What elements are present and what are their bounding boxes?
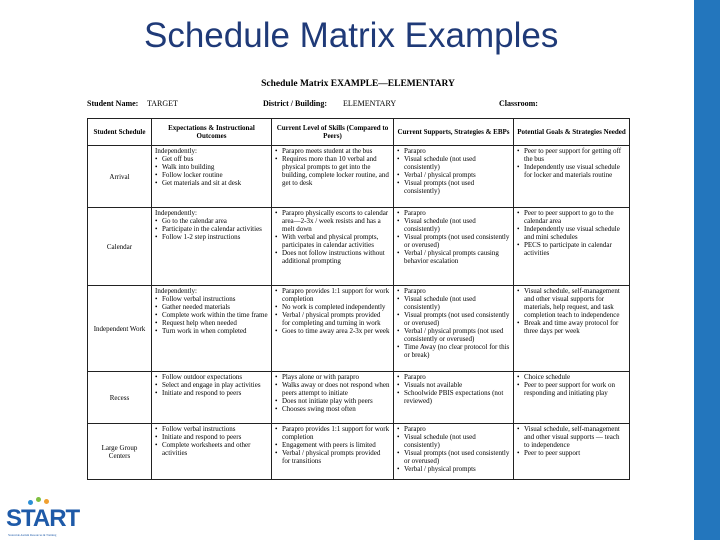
- list-item: • Parapro provides 1:1 support for work completion: [282, 287, 390, 303]
- list-item: • Follow locker routine: [162, 171, 268, 179]
- list-item: • Independently use visual schedule for locker and materials routine: [524, 163, 626, 179]
- list-item: • Verbal / physical prompts (not used consistently or overused): [404, 327, 510, 343]
- column-header: Expectations & Instructional Outcomes: [152, 119, 272, 146]
- column-header: Potential Goals & Strategies Needed: [514, 119, 630, 146]
- list-item: • With verbal and physical prompts, participates in calendar activities: [282, 233, 390, 249]
- list-item: • Parapro: [404, 209, 510, 217]
- list-item: • Chooses swing most often: [282, 405, 390, 413]
- start-logo: [6, 497, 80, 537]
- expectations-cell: [152, 424, 272, 480]
- list-item: • No work is completed independently: [282, 303, 390, 311]
- list-item: • PECS to participate in calendar activities: [524, 241, 626, 257]
- table-row: [88, 424, 630, 480]
- list-item: • Parapro meets student at the bus: [282, 147, 390, 155]
- slide-title: Schedule Matrix Examples: [144, 16, 559, 55]
- list-item: • Select and engage in play activities: [162, 381, 268, 389]
- list-item: • Does not follow instructions without additional prompting: [282, 249, 390, 265]
- expectations-cell: [152, 208, 272, 286]
- expectations-cell: [152, 286, 272, 372]
- supports-cell: [394, 424, 514, 480]
- list-item: • Break and time away protocol for three days per week: [524, 319, 626, 335]
- list-item: • Visual prompts (not used consistently or overused): [404, 311, 510, 327]
- list-item: • Verbal / physical prompts: [404, 465, 510, 473]
- list-item: • Peer to peer support for getting off the bus: [524, 147, 626, 163]
- list-item: • Visual schedule, self-management and other visual supports for materials, help request, and task completion teach to independence: [524, 287, 626, 319]
- supports-cell: [394, 146, 514, 208]
- schedule-cell: Calendar: [88, 208, 152, 286]
- list-item: • Gather needed materials: [162, 303, 268, 311]
- logo-text: START: [6, 505, 80, 532]
- list-item: • Get materials and sit at desk: [162, 179, 268, 187]
- skills-cell: [272, 424, 394, 480]
- logo-dot-orange: [44, 499, 49, 504]
- list-item: • Request help when needed: [162, 319, 268, 327]
- list-item: • Visual schedule (not used consistently): [404, 433, 510, 449]
- list-item: • Complete work within the time frame: [162, 311, 268, 319]
- list-item: • Parapro: [404, 373, 510, 381]
- list-item: • Walks away or does not respond when peers attempt to initiate: [282, 381, 390, 397]
- logo-dot-green: [36, 497, 41, 502]
- list-item: • Initiate and respond to peers: [162, 389, 268, 397]
- list-item: • Visual prompts (not used consistently or overused): [404, 449, 510, 465]
- skills-cell: [272, 372, 394, 424]
- list-item: • Follow 1-2 step instructions: [162, 233, 268, 241]
- schedule-cell: Independent Work: [88, 286, 152, 372]
- list-item: • Visual schedule (not used consistently): [404, 295, 510, 311]
- skills-cell: [272, 208, 394, 286]
- list-item: • Requires more than 10 verbal and physical prompts to get into the building, complete locker routine, and get to desk: [282, 155, 390, 187]
- table-row: [88, 208, 630, 286]
- list-item: • Peer to peer support: [524, 449, 626, 457]
- goals-cell: [514, 208, 630, 286]
- list-item: • Visual schedule (not used consistently): [404, 155, 510, 171]
- list-item: • Follow outdoor expectations: [162, 373, 268, 381]
- list-item: • Complete worksheets and other activities: [162, 441, 268, 457]
- schedule-matrix-table: [87, 118, 630, 480]
- goals-cell: [514, 424, 630, 480]
- supports-cell: [394, 372, 514, 424]
- list-item: • Visual prompts (not used consistently): [404, 179, 510, 195]
- schedule-cell: Recess: [88, 372, 152, 424]
- list-item: • Parapro: [404, 425, 510, 433]
- expectations-lead: Independently:: [155, 209, 197, 217]
- classroom-label: Classroom:: [499, 99, 538, 108]
- column-header: Student Schedule: [88, 119, 152, 146]
- list-item: • Peer to peer support for work on responding and initiating play: [524, 381, 626, 397]
- list-item: • Get off bus: [162, 155, 268, 163]
- goals-cell: [514, 372, 630, 424]
- list-item: • Engagement with peers is limited: [282, 441, 390, 449]
- side-accent-bar: [694, 0, 720, 540]
- list-item: • Parapro: [404, 147, 510, 155]
- district-label: District / Building:: [263, 99, 328, 108]
- list-item: • Parapro physically escorts to calendar area—2-3x / week resists and has a melt down: [282, 209, 390, 233]
- student-name-value: TARGET: [147, 99, 178, 108]
- list-item: • Time Away (no clear protocol for this or break): [404, 343, 510, 359]
- logo-subtitle: Statewide Autism Resources & Training: [8, 533, 57, 537]
- supports-cell: [394, 208, 514, 286]
- expectations-lead: Independently:: [155, 147, 197, 155]
- list-item: • Verbal / physical prompts causing behavior escalation: [404, 249, 510, 265]
- schedule-cell: Large Group Centers: [88, 424, 152, 480]
- list-item: • Visuals not available: [404, 381, 510, 389]
- goals-cell: [514, 146, 630, 208]
- expectations-lead: Independently:: [155, 287, 197, 295]
- list-item: • Go to the calendar area: [162, 217, 268, 225]
- list-item: • Walk into building: [162, 163, 268, 171]
- list-item: • Verbal / physical prompts: [404, 171, 510, 179]
- list-item: • Initiate and respond to peers: [162, 433, 268, 441]
- supports-cell: [394, 286, 514, 372]
- schedule-matrix-document: [83, 77, 633, 485]
- list-item: • Follow verbal instructions: [162, 425, 268, 433]
- column-header: Current Supports, Strategies & EBPs: [394, 119, 514, 146]
- list-item: • Visual schedule, self-management and other visual supports — teach to independence: [524, 425, 626, 449]
- column-header: Current Level of Skills (Compared to Peers): [272, 119, 394, 146]
- goals-cell: [514, 286, 630, 372]
- table-row: [88, 146, 630, 208]
- table-row: [88, 286, 630, 372]
- list-item: • Visual schedule (not used consistently): [404, 217, 510, 233]
- expectations-cell: [152, 372, 272, 424]
- table-header-row: [88, 119, 630, 146]
- list-item: • Does not initiate play with peers: [282, 397, 390, 405]
- list-item: • Follow verbal instructions: [162, 295, 268, 303]
- list-item: • Verbal / physical prompts provided for completing and turning in work: [282, 311, 390, 327]
- list-item: • Visual prompts (not used consistently or overused): [404, 233, 510, 249]
- list-item: • Goes to time away area 2-3x per week: [282, 327, 390, 335]
- list-item: • Peer to peer support to go to the calendar area: [524, 209, 626, 225]
- list-item: • Verbal / physical prompts provided for transitions: [282, 449, 390, 465]
- skills-cell: [272, 146, 394, 208]
- document-title: Schedule Matrix EXAMPLE—ELEMENTARY: [261, 79, 455, 89]
- skills-cell: [272, 286, 394, 372]
- list-item: • Parapro: [404, 287, 510, 295]
- list-item: • Turn work in when completed: [162, 327, 268, 335]
- expectations-cell: [152, 146, 272, 208]
- table-row: [88, 372, 630, 424]
- list-item: • Schoolwide PBIS expectations (not reviewed): [404, 389, 510, 405]
- schedule-cell: Arrival: [88, 146, 152, 208]
- list-item: • Participate in the calendar activities: [162, 225, 268, 233]
- list-item: • Plays alone or with parapro: [282, 373, 390, 381]
- student-name-label: Student Name:: [87, 99, 139, 108]
- district-value: ELEMENTARY: [343, 99, 397, 108]
- list-item: • Independently use visual schedule and mini schedules: [524, 225, 626, 241]
- list-item: • Choice schedule: [524, 373, 626, 381]
- list-item: • Parapro provides 1:1 support for work completion: [282, 425, 390, 441]
